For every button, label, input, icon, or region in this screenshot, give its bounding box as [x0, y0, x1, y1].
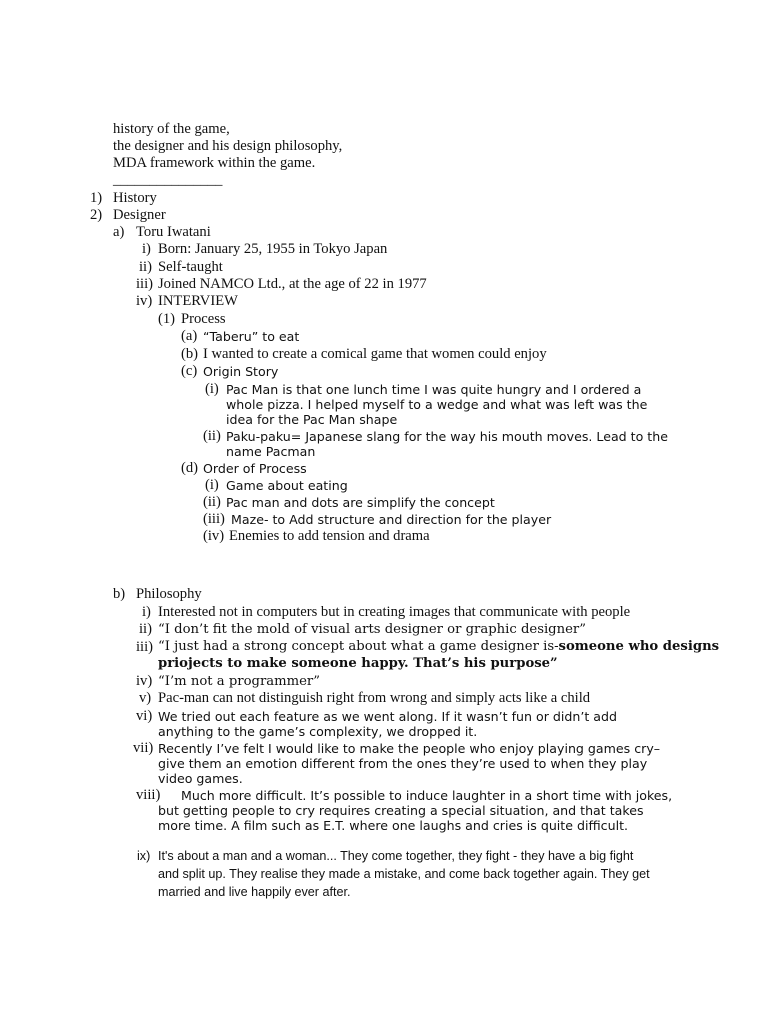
process-heading: Process [181, 311, 226, 327]
comical-line: I wanted to create a comical game that women could enjoy [203, 346, 547, 362]
origin-heading: Origin Story [203, 364, 279, 379]
namco-line: Joined NAMCO Ltd., at the age of 22 in 1977 [158, 276, 427, 292]
philosophy-vii-line-1: Recently I’ve felt I would like to make the people who enjoy playing games cry– [158, 741, 661, 756]
philosophy-iii-line-2: priojects to make someone happy. That’s his purpose” [158, 656, 558, 671]
marker-2: 2) [90, 207, 103, 223]
marker-1: 1) [90, 190, 103, 206]
marker-phil-iii: iii) [136, 639, 154, 655]
self-taught-line: Self-taught [158, 259, 223, 275]
intro-line-1: history of the game, [113, 121, 230, 137]
origin-story-line-1: Pac Man is that one lunch time I was quite hungry and I ordered a [226, 382, 642, 397]
origin-story-line-3: idea for the Pac Man shape [226, 412, 398, 427]
philosophy-iv: “I’m not a programmer” [158, 674, 320, 689]
marker-phil-vi: vi) [136, 708, 153, 724]
philosophy-ix-line-2: and split up. They realise they made a mistake, and come back together again. They get [158, 867, 650, 881]
marker-phil-viii: viii) [136, 787, 161, 803]
intro-line-2: the designer and his design philosophy, [113, 138, 343, 154]
marker-order-iii: (iii) [203, 511, 225, 527]
intro-line-3: MDA framework within the game. [113, 155, 316, 171]
marker-process-d: (d) [181, 460, 199, 476]
philosophy-viii-line-3: more time. A film such as E.T. where one laughs and cries is quite difficult. [158, 818, 629, 833]
heading-designer: Designer [113, 207, 166, 223]
philosophy-heading: Philosophy [136, 586, 202, 602]
marker-origin-i: (i) [205, 381, 219, 397]
philosophy-iii-bold: someone who designs [558, 639, 720, 654]
philosophy-ix-line-1: It's about a man and a woman... They come together, they fight - they have a big fight [158, 849, 634, 863]
marker-phil-v: v) [139, 690, 152, 706]
marker-order-i: (i) [205, 477, 219, 493]
order-enemies: Enemies to add tension and drama [229, 528, 430, 544]
marker-order-iv: (iv) [203, 528, 225, 544]
order-maze: Maze- to Add structure and direction for the player [231, 512, 552, 527]
philosophy-ix-line-3: married and live happily ever after. [158, 885, 351, 899]
marker-process-a: (a) [181, 328, 198, 344]
marker-phil-vii: vii) [133, 740, 154, 756]
marker-process-c: (c) [181, 363, 198, 379]
philosophy-vii-line-2: give them an emotion different from the ones they’re used to when they play [158, 756, 648, 771]
philosophy-vii-line-3: video games. [158, 771, 243, 786]
philosophy-viii-line-1: Much more difficult. It’s possible to induce laughter in a short time with jokes, [181, 788, 673, 803]
marker-1-process: (1) [158, 311, 176, 327]
order-heading: Order of Process [203, 461, 307, 476]
heading-history: History [113, 190, 157, 206]
marker-a-ii: ii) [139, 259, 152, 275]
marker-phil-ii: ii) [139, 621, 152, 637]
philosophy-ii: “I don’t fit the mold of visual arts designer or graphic designer” [158, 622, 586, 637]
taberu-line: “Taberu” to eat [203, 329, 300, 344]
interview-heading: INTERVIEW [158, 293, 238, 309]
marker-order-ii: (ii) [203, 494, 221, 510]
philosophy-viii-line-2: but getting people to cry requires creating a special situation, and that takes [158, 803, 644, 818]
marker-b: b) [113, 586, 126, 602]
philosophy-v: Pac-man can not distinguish right from wrong and simply acts like a child [158, 690, 591, 706]
marker-phil-ix: ix) [137, 849, 151, 863]
marker-a-i: i) [142, 241, 151, 257]
marker-a-iv: iv) [136, 293, 153, 309]
separator-line: _______________ [113, 172, 223, 188]
paku-line-1: Paku-paku= Japanese slang for the way his mouth moves. Lead to the [226, 429, 668, 444]
philosophy-iii-normal: “I just had a strong concept about what a game designer is- [158, 639, 559, 654]
marker-a: a) [113, 224, 125, 240]
order-dots: Pac man and dots are simplify the concept [226, 495, 495, 510]
marker-phil-i: i) [142, 604, 151, 620]
marker-phil-iv: iv) [136, 673, 153, 689]
origin-story-line-2: whole pizza. I helped myself to a wedge and what was left was the [226, 397, 648, 412]
marker-process-b: (b) [181, 346, 199, 362]
philosophy-vi-line-1: We tried out each feature as we went along. If it wasn’t fun or didn’t add [158, 709, 618, 724]
born-line: Born: January 25, 1955 in Tokyo Japan [158, 241, 388, 257]
philosophy-iii-line-1 [158, 639, 719, 654]
paku-line-2: name Pacman [226, 444, 316, 459]
philosophy-vi-line-2: anything to the game’s complexity, we dropped it. [158, 724, 478, 739]
designer-name: Toru Iwatani [136, 224, 211, 240]
marker-origin-ii: (ii) [203, 428, 221, 444]
philosophy-i: Interested not in computers but in creating images that communicate with people [158, 604, 631, 620]
marker-a-iii: iii) [136, 276, 154, 292]
order-eating: Game about eating [226, 478, 348, 493]
